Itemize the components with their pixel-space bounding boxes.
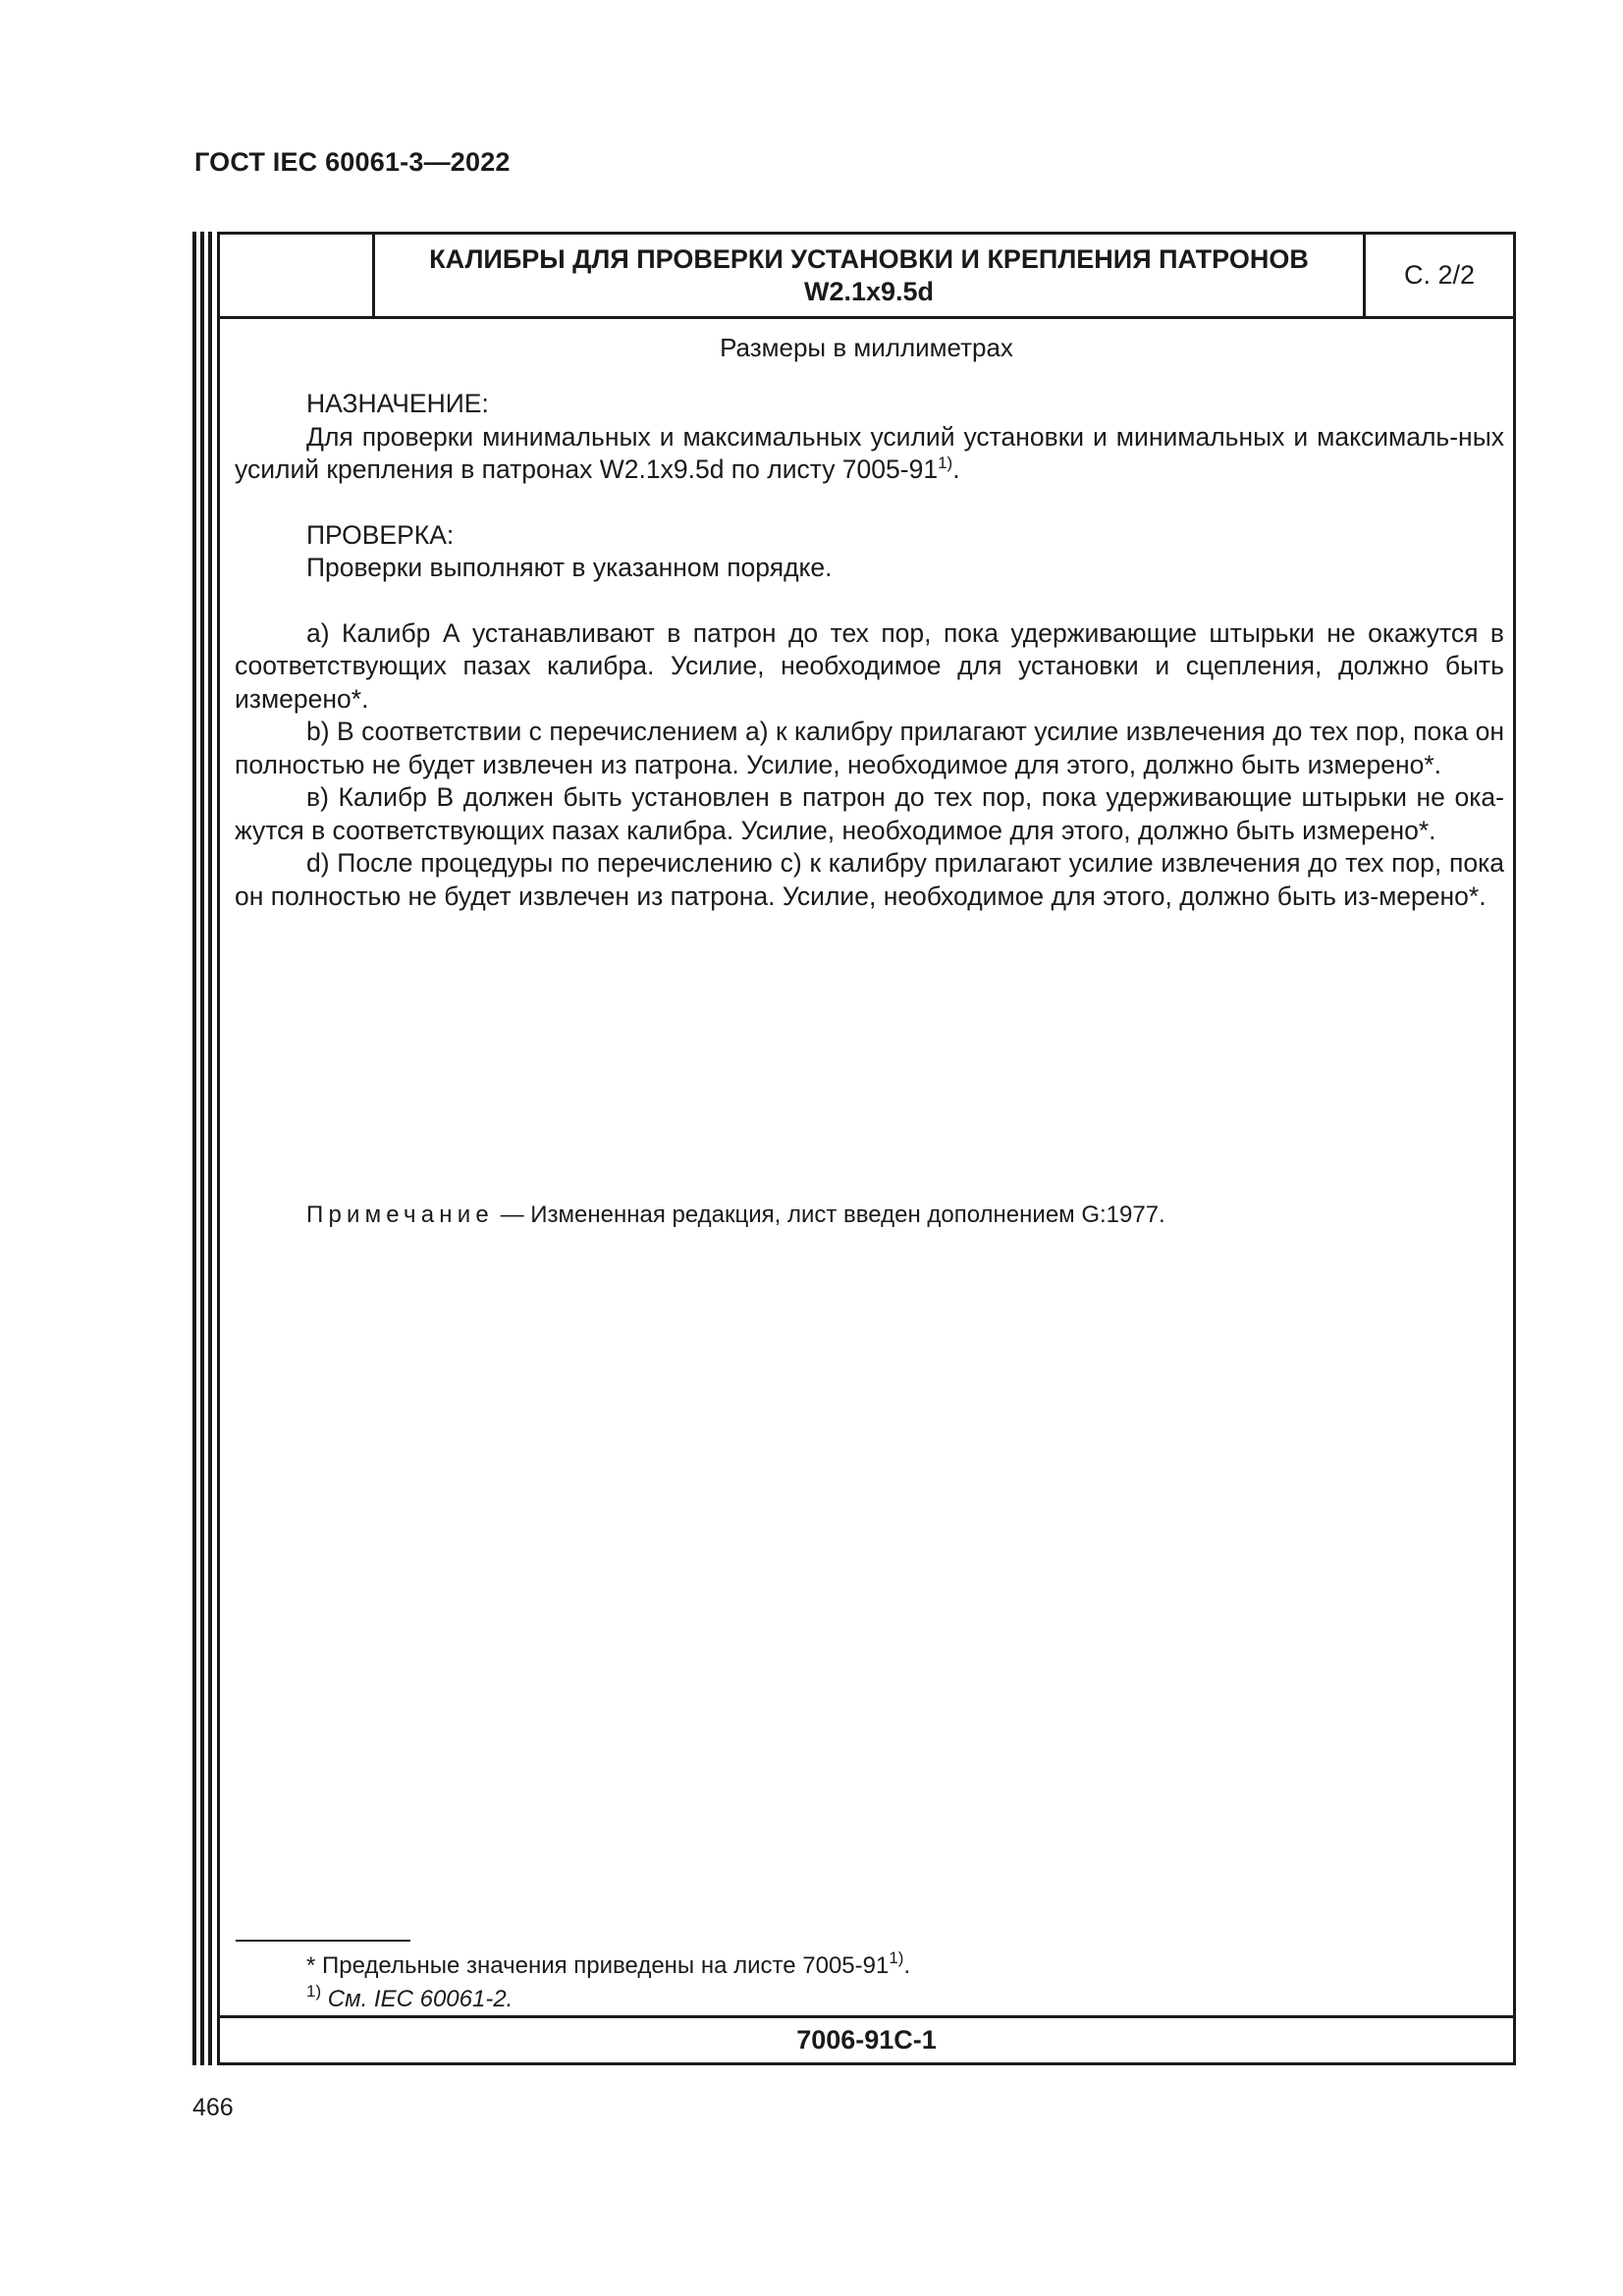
sheet-page-indicator: С. 2/2: [1363, 235, 1513, 316]
purpose-text: Для проверки минимальных и максимальных усилий установки и минимальных и максималь-ных усилий крепления в патронах W2.1x9.5d по листу 7005-91$^{1)}$.: [235, 421, 1504, 484]
spacer: [235, 585, 1504, 617]
purpose-heading: НАЗНАЧЕНИЕ:: [306, 389, 489, 418]
sheet-title-line2: W2.1x9.5d: [803, 276, 935, 306]
binding-line-inner: [208, 232, 212, 2065]
check-item-c: в) Калибр В должен быть установлен в патрон до тех пор, пока удерживающие штырьки не ока-жутся в соответствующих пазах калибра. Усилие, необходимое для этого, должно быть измерено*.: [235, 782, 1504, 845]
binding-line-outer: [192, 232, 196, 2065]
check-heading: ПРОВЕРКА:: [306, 519, 455, 550]
standard-designation: ГОСТ IEC 60061-3—2022: [194, 147, 511, 177]
note-label: Примечание: [306, 1201, 494, 1228]
note: [306, 1201, 1165, 1229]
sheet-title: [375, 235, 1363, 316]
check-item-d: d) После процедуры по перечислению с) к калибру прилагают усилие извлечения до тех пор, пока он полностью не будет извлечен из патрона. Усилие, необходимое для этого, должно быть из-мерено*.: [235, 848, 1504, 911]
check-item-b: b) В соответствии с перечислением а) к калибру прилагают усилие извлечения до тех пор, пока он полностью не будет извлечен из патрона. Усилие, необходимое для этого, должно быть измерено*.: [235, 717, 1504, 779]
sheet-title-line1: КАЛИБРЫ ДЛЯ ПРОВЕРКИ УСТАНОВКИ И КРЕПЛЕНИЯ ПАТРОНОВ: [429, 243, 1309, 274]
footnote-rule: [236, 1940, 410, 1942]
footnote-star: * Предельные значения приведены на листе 7005-91$^{1)}$.: [306, 1949, 911, 1979]
note-text: — Измененная редакция, лист введен дополнением G:1977.: [493, 1201, 1165, 1228]
title-block: [220, 235, 1513, 319]
check-item-a: а) Калибр А устанавливают в патрон до тех пор, пока удерживающие штырьки не окажутся в соответствующих пазах калибра. Усилие, необходимое для установки и сцепления, должно быть измерено*.: [235, 617, 1504, 714]
units-note: Размеры в миллиметрах: [720, 333, 1013, 362]
sheet-frame: [217, 232, 1516, 2065]
sheet-body: [235, 388, 1504, 913]
footnote-reference: $^{1)}$ См. IEC 60061-2.: [306, 1982, 514, 2012]
title-blank-cell: [220, 235, 375, 316]
sheet-code: 7006-91C-1: [220, 2015, 1513, 2062]
page-number: 466: [192, 2094, 234, 2121]
spacer: [235, 487, 1504, 519]
binding-line-middle: [200, 232, 204, 2065]
check-intro: Проверки выполняют в указанном порядке.: [306, 553, 833, 582]
